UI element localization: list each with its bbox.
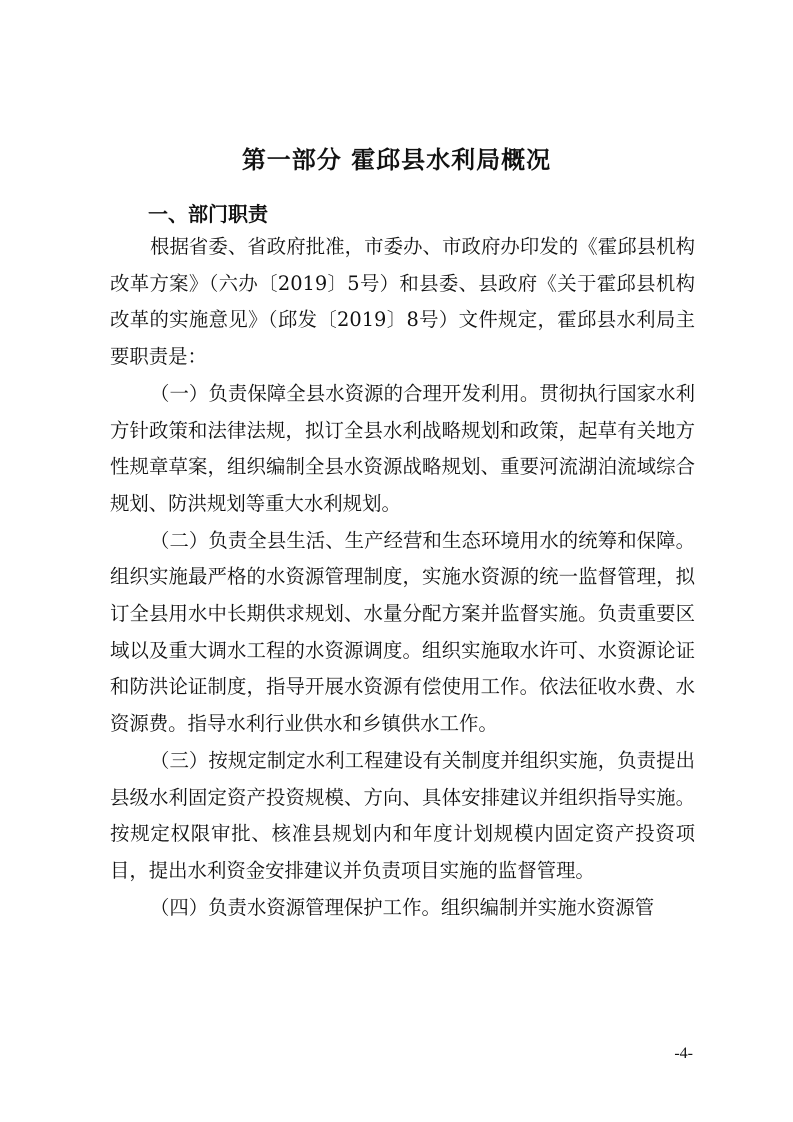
page-number: -4- — [674, 1045, 693, 1062]
page-title: 第一部分 霍邱县水利局概况 — [241, 146, 552, 174]
paragraph-duty-4: （四）负责水资源管理保护工作。组织编制并实施水资源管 — [150, 895, 655, 919]
paragraph-duty-3: （三）按规定制定水利工程建设有关制度并组织实施，负责提出县级水利固定资产投资规模、方向、具体安排建议并组织指导实施。按规定权限审批、核准县规划内和年度计划规模内固定资产投资项目，提出水利资金安排建议并负责项目实施的监督管理。 — [110, 748, 695, 882]
paragraph-duty-1: （一）负责保障全县水资源的合理开发利用。贯彻执行国家水利方针政策和法律法规，拟订全县水利战略规划和政策，起草有关地方性规章草案，组织编制全县水资源战略规划、重要河流湖泊流域综合规划、防洪规划等重大水利规划。 — [110, 381, 695, 515]
paragraph-intro: 根据省委、省政府批准，市委办、市政府办印发的《霍邱县机构改革方案》（六办〔2019〕5号）和县委、县政府《关于霍邱县机构改革的实施意见》（邱发〔2019〕8号）文件规定，霍邱县水利局主要职责是： — [110, 235, 695, 369]
body-text — [110, 229, 695, 926]
paragraph-duty-2: （二）负责全县生活、生产经营和生态环境用水的统筹和保障。组织实施最严格的水资源管理制度，实施水资源的统一监督管理，拟订全县用水中长期供求规划、水量分配方案并监督实施。负责重要区域以及重大调水工程的水资源调度。组织实施取水许可、水资源论证和防洪论证制度，指导开展水资源有偿使用工作。依法征收水费、水资源费。指导水利行业供水和乡镇供水工作。 — [110, 528, 695, 736]
section-heading: 一、部门职责 — [148, 202, 268, 226]
